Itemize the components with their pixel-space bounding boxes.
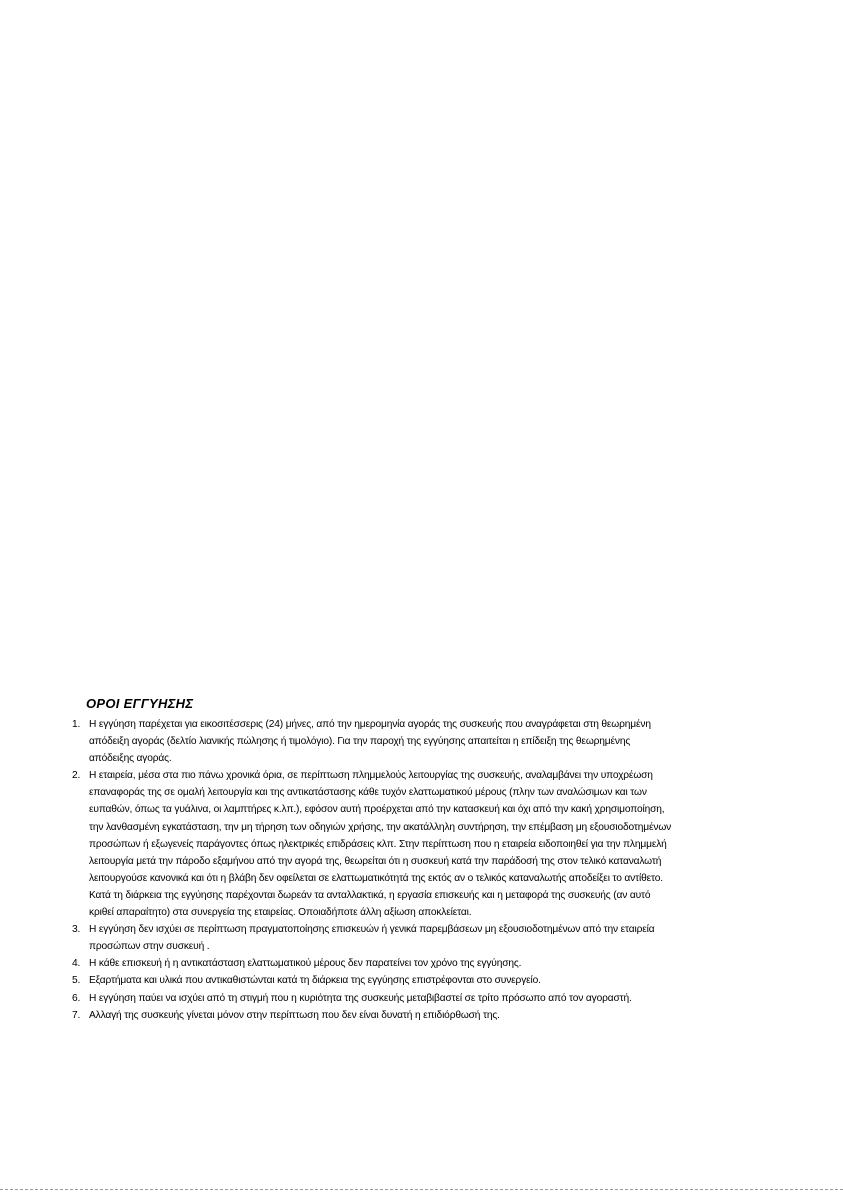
warranty-term-7 [72, 1007, 672, 1024]
warranty-term-6 [72, 990, 672, 1007]
term-text: Η εταιρεία, μέσα στα πιο πάνω χρονικά όρια, σε περίπτωση πλημμελούς λειτουργίας της συσκευής, αναλαμβάνει την υποχρέωση επαναφοράς της σε ομαλή λειτουργία και της αντικατάστασης κάθε τυχόν ελαττωματικού μέρους (πλην των αναλώσιμων και των ευπαθών, όπως τα γυάλινα, οι λαμπτήρες κ.λπ.), εφόσον αυτή προέρχεται από την κατασκευή και όχι από την κακή χρησιμοποίηση, την λανθασμένη εγκατάσταση, την μη τήρηση των οδηγιών χρήσης, την ακατάλληλη συντήρηση, την επέμβαση μη εξουσιοδοτημένων προσώπων ή εξωγενείς παράγοντες όπως ηλεκτρικές επιδράσεις κλπ. Στην περίπτωση που η εταιρεία ειδοποιηθεί για την πλημμελή λειτουργία μετά την πάροδο εξαμήνου από την αγορά της, θεωρείται ότι η συσκευή κατά την παράδοσή της στον τελικό καταναλωτή λειτουργούσε κανονικά και ότι η βλάβη δεν οφείλεται σε ελαττωματικότητά της εκτός αν ο τελικός καταναλωτής αποδείξει το αντίθετο. Κατά τη διάρκεια της εγγύησης παρέχονται δωρεάν τα ανταλλακτικά, η εργασία επισκευής και η μεταφορά της συσκευής (αν αυτό κριθεί απαραίτητο) στα συνεργεία της εταιρείας. Οποιαδήποτε άλλη αξίωση αποκλείεται. [89, 770, 672, 919]
term-text: Η εγγύηση παύει να ισχύει από τη στιγμή που η κυριότητα της συσκευής μεταβιβαστεί σε τρίτο πρόσωπο από τον αγοραστή. [89, 992, 632, 1004]
term-text: Η εγγύηση δεν ισχύει σε περίπτωση πραγματοποίησης επισκευών ή γενικά παρεμβάσεων μη εξουσιοδοτημένων από την εταιρεία προσώπων στην συσκευή . [89, 924, 655, 953]
warranty-term-2 [72, 767, 672, 921]
warranty-term-4 [72, 955, 672, 972]
page-bottom-divider [0, 1189, 843, 1190]
term-number: 1. [72, 719, 81, 730]
warranty-terms-section [72, 696, 672, 1024]
term-number: 7. [72, 1009, 81, 1021]
warranty-term-5 [72, 972, 672, 989]
warranty-terms-title: ΟΡΟΙ ΕΓΓΥΗΣΗΣ [86, 696, 194, 711]
term-text: Η εγγύηση παρέχεται για εικοσιτέσσερις (24) μήνες, από την ημερομηνία αγοράς της συσκευής που αναγράφεται στη θεωρημένη απόδειξη αγοράς (δελτίο λιανικής πώλησης ή τιμολόγιο). Για την παροχή της εγγύησης απαιτείται η επίδειξη της θεωρημένης απόδειξης αγοράς. [89, 719, 651, 765]
term-number: 3. [72, 924, 81, 936]
term-text: Η κάθε επισκευή ή η αντικατάσταση ελαττωματικού μέρους δεν παρατείνει τον χρόνο της εγγύησης. [89, 958, 522, 970]
term-number: 5. [72, 975, 81, 987]
term-number: 4. [72, 958, 81, 970]
term-text: Αλλαγή της συσκευής γίνεται μόνον στην περίπτωση που δεν είναι δυνατή η επιδιόρθωσή της. [89, 1009, 500, 1021]
term-number: 6. [72, 992, 81, 1004]
term-text: Εξαρτήματα και υλικά που αντικαθιστώνται κατά τη διάρκεια της εγγύησης επιστρέφονται στο συνεργείο. [89, 975, 541, 987]
term-number: 2. [72, 770, 81, 782]
warranty-terms-list [72, 716, 672, 1024]
warranty-term-3 [72, 921, 672, 955]
warranty-term-1 [72, 716, 672, 767]
